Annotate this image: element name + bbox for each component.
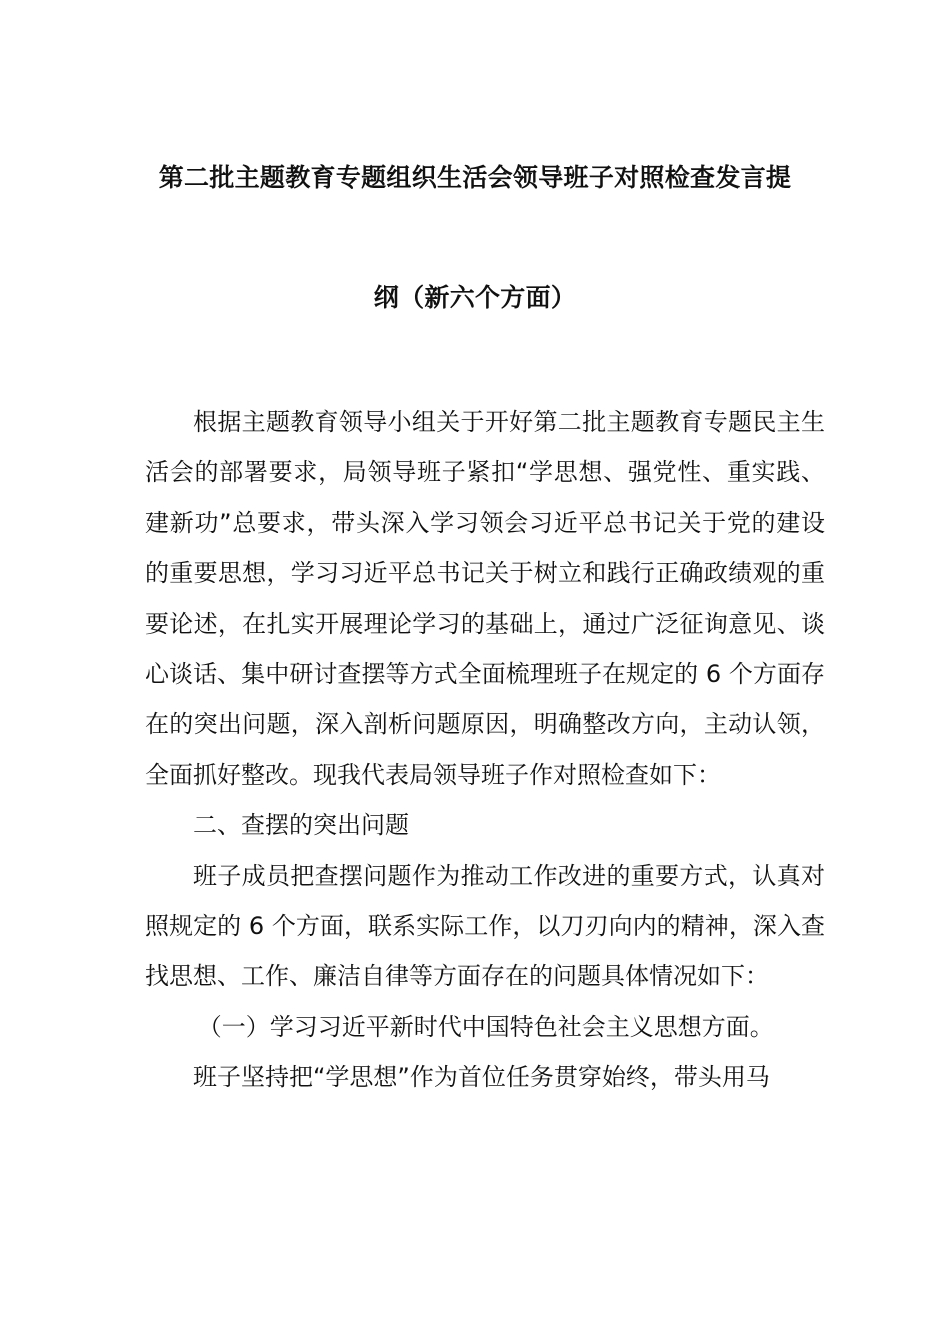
section-heading-problems: 二、查摆的突出问题 — [193, 811, 409, 840]
document-body — [145, 397, 825, 1103]
document-title-line-2: 纲（新六个方面） — [373, 283, 577, 312]
intro-paragraph: 根据主题教育领导小组关于开好第二批主题教育专题民主生活会的部署要求，局领导班子紧扣“学思想、强党性、重实践、建新功”总要求，带头深入学习领会习近平总书记关于党的建设的重要思想，学习习近平总书记关于树立和践行正确政绩观的重要论述，在扎实开展理论学习的基础上，通过广泛征询意见、谈心谈话、集中研讨查摆等方式全面梳理班子在规定的 6 个方面存在的突出问题，深入剖析问题原因，明确整改方向，主动认领，全面抓好整改。现我代表局领导班子作对照检查如下： — [145, 408, 825, 789]
subsection-paragraph-1: 班子坚持把“学思想”作为首位任务贯穿始终，带头用马 — [193, 1063, 770, 1092]
problems-paragraph: 班子成员把查摆问题作为推动工作改进的重要方式，认真对照规定的 6 个方面，联系实际工作，以刀刃向内的精神，深入查找思想、工作、廉洁自律等方面存在的问题具体情况如下： — [145, 861, 825, 991]
document-title-line-1: 第二批主题教育专题组织生活会领导班子对照检查发言提 — [158, 163, 792, 192]
subsection-heading-1: （一）学习习近平新时代中国特色社会主义思想方面。 — [197, 1012, 774, 1041]
